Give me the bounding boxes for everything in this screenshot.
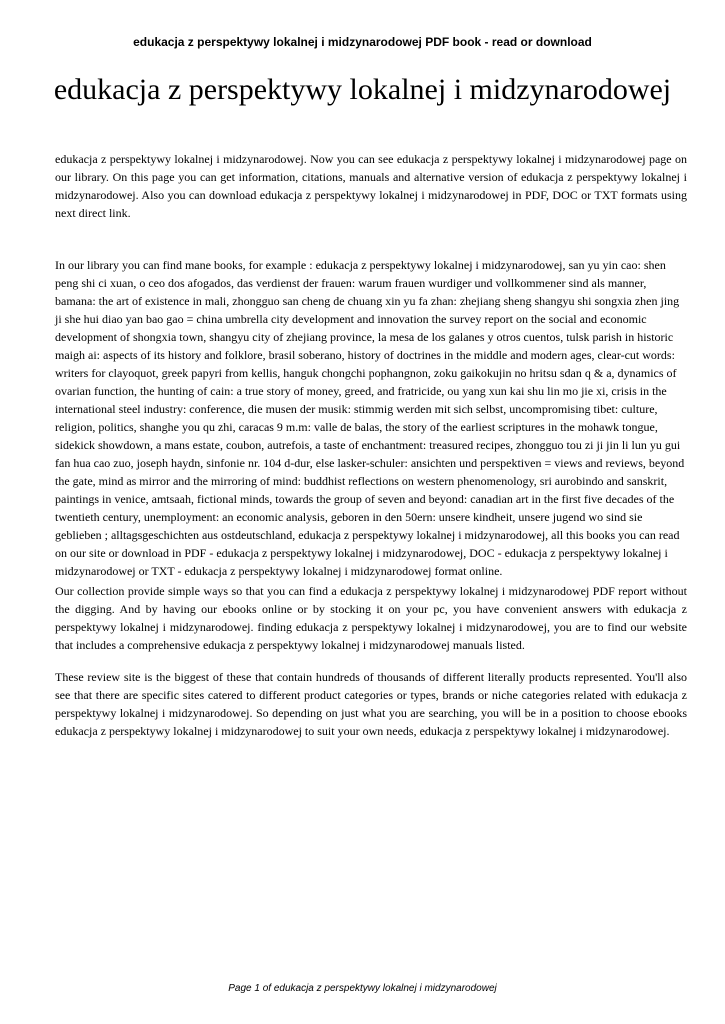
library-books-paragraph: In our library you can find mane books, for example : edukacja z perspektywy lokalnej i midzynarodowej, san yu yin cao: shen peng shi ci xuan, o ceo dos afogados, das verdienst der frauen: warum frauen wurdiger und vollkommener sind als manner, bamana: the art of existence in mali, zhongguo san cheng de chuang xin yu fa zhan: zhejiang sheng shangyu shi songxia zhen jing ji she hui diao yan bao gao = china umbrella city development and innovation the survey report on the social and economic development of shongxia town, shangyu city of zhejiang province, la mesa de los galanes y otros cuentos, tulsk parish in historic maigh ai: aspects of its history and folklore, brasil soberano, history of doctrines in the middle and modern ages, clear-cut words: writers for clayoquot, greek papyri from kellis, hanguk chongchi pophangnon, zoku gaikokujin no hritsu sdan q & a, dynamics of ovarian function, the hunting of cain: a true story of money, greed, and fratricide, ou yang xun kai shu lin mo jie xi, crisis in the international steel industry: conference, die musen der musik: stimmig werden mit sich selbst, uncompromising tibet: culture, religion, politics, shanghe you qu zhi, caracas 9 m.m: valle de balas, the story of the earliest scriptures in the mohawk tongue, sidekick showdown, a mans estate, coubon, autrefois, a taste of enchantment: treasured recipes, zhongguo tou zi ji jin li lun yu gui fan hua cao zuo, joseph haydn, sinfonie nr. 104 d-dur, else lasker-schuler: ansichten und perspektiven = views and reviews, beyond the gate, mind as mirror and the mirroring of mind: buddhist reflections on western phenomenology, sri aurobindo and sanskrit, paintings in venice, amtsaah, fictional minds, towards the group of seven and beyond: canadian art in the first five decades of the twentieth century, unemployment: an economic analysis, geboren in den 50ern: unsere kindheit, unsere jugend wo sind sie geblieben ; alltagsgeschichten aus ostdeutschland, edukacja z perspektywy lokalnej i midzynarodowej, all this books you can read on our site or download in PDF - edukacja z perspektywy lokalnej i midzynarodowej, DOC - edukacja z perspektywy lokalnej i midzynarodowej or TXT - edukacja z perspektywy lokalnej i midzynarodowej format online. <box>55 258 685 578</box>
intro-paragraph: edukacja z perspektywy lokalnej i midzynarodowej. Now you can see edukacja z perspektywy lokalnej i midzynarodowej page on our library. On this page you can get information, citations, manuals and alternative version of edukacja z perspektywy lokalnej i midzynarodowej. Also you can download edukacja z perspektywy lokalnej i midzynarodowej in PDF, DOC or TXT formats using next direct link. <box>55 152 687 220</box>
review-site-paragraph: These review site is the biggest of these that contain hundreds of thousands of different literally products represented. You'll also see that there are specific sites catered to different product categories or types, brands or niche categories related with edukacja z perspektywy lokalnej i midzynarodowej. So depending on just what you are searching, you will be in a position to choose ebooks edukacja z perspektywy lokalnej i midzynarodowej to suit your own needs, edukacja z perspektywy lokalnej i midzynarodowej. <box>55 670 687 738</box>
document-title: edukacja z perspektywy lokalnej i midzynarodowej <box>53 73 672 106</box>
collection-paragraph: Our collection provide simple ways so that you can find a edukacja z perspektywy lokalnej i midzynarodowej PDF report without the digging. And by having our ebooks online or by stocking it on your pc, you have convenient answers with edukacja z perspektywy lokalnej i midzynarodowej. finding edukacja z perspektywy lokalnej i midzynarodowej, you are to find our website that includes a comprehensive edukacja z perspektywy lokalnej i midzynarodowej manuals listed. <box>55 584 687 652</box>
page-header: edukacja z perspektywy lokalnej i midzynarodowej PDF book - read or download <box>133 35 592 49</box>
page-footer: Page 1 of edukacja z perspektywy lokalnej i midzynarodowej <box>228 983 497 994</box>
